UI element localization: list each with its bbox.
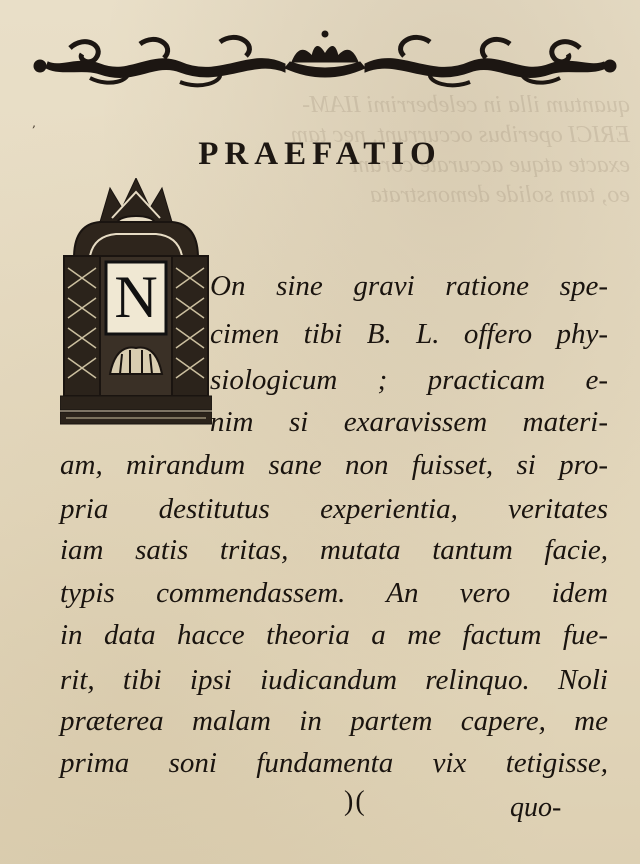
text-line: cimen tibi B. L. offero phy- xyxy=(210,318,608,350)
text-line: præterea malam in partem capere, me xyxy=(60,705,608,737)
text-line: nim si exaravissem materi- xyxy=(210,406,608,438)
text-line: typis commendassem. An vero idem xyxy=(60,577,608,609)
text-line: in data hacce theoria a me factum fue- xyxy=(60,619,608,651)
headpiece-ornament-icon xyxy=(30,28,620,88)
text-line: On sine gravi ratione spe- xyxy=(210,270,608,302)
text-line: am, mirandum sane non fuisset, si pro- xyxy=(60,449,608,481)
text-line: prima soni fundamenta vix tetigisse, xyxy=(60,747,608,779)
text-line: rit, tibi ipsi iudicandum relinquo. Noli xyxy=(60,664,608,696)
initial-letter: N xyxy=(114,264,158,330)
catchword: quo- xyxy=(510,792,562,823)
text-line: siologicum ; practicam e- xyxy=(210,364,608,396)
page-title: PRAEFATIO xyxy=(198,136,442,172)
margin-mark: ‚ xyxy=(32,116,36,130)
show-through-text: quantum illa in celeberrimi IIAM- ERICI operibus occurrunt, nec tam exacte atque accurate coram eo, tam solide demonstrata xyxy=(290,92,630,208)
signature-mark: )( xyxy=(344,786,367,817)
text-line: pria destitutus experientia, veritates xyxy=(60,493,608,525)
text-line: iam satis tritas, mutata tantum facie, xyxy=(60,534,608,566)
